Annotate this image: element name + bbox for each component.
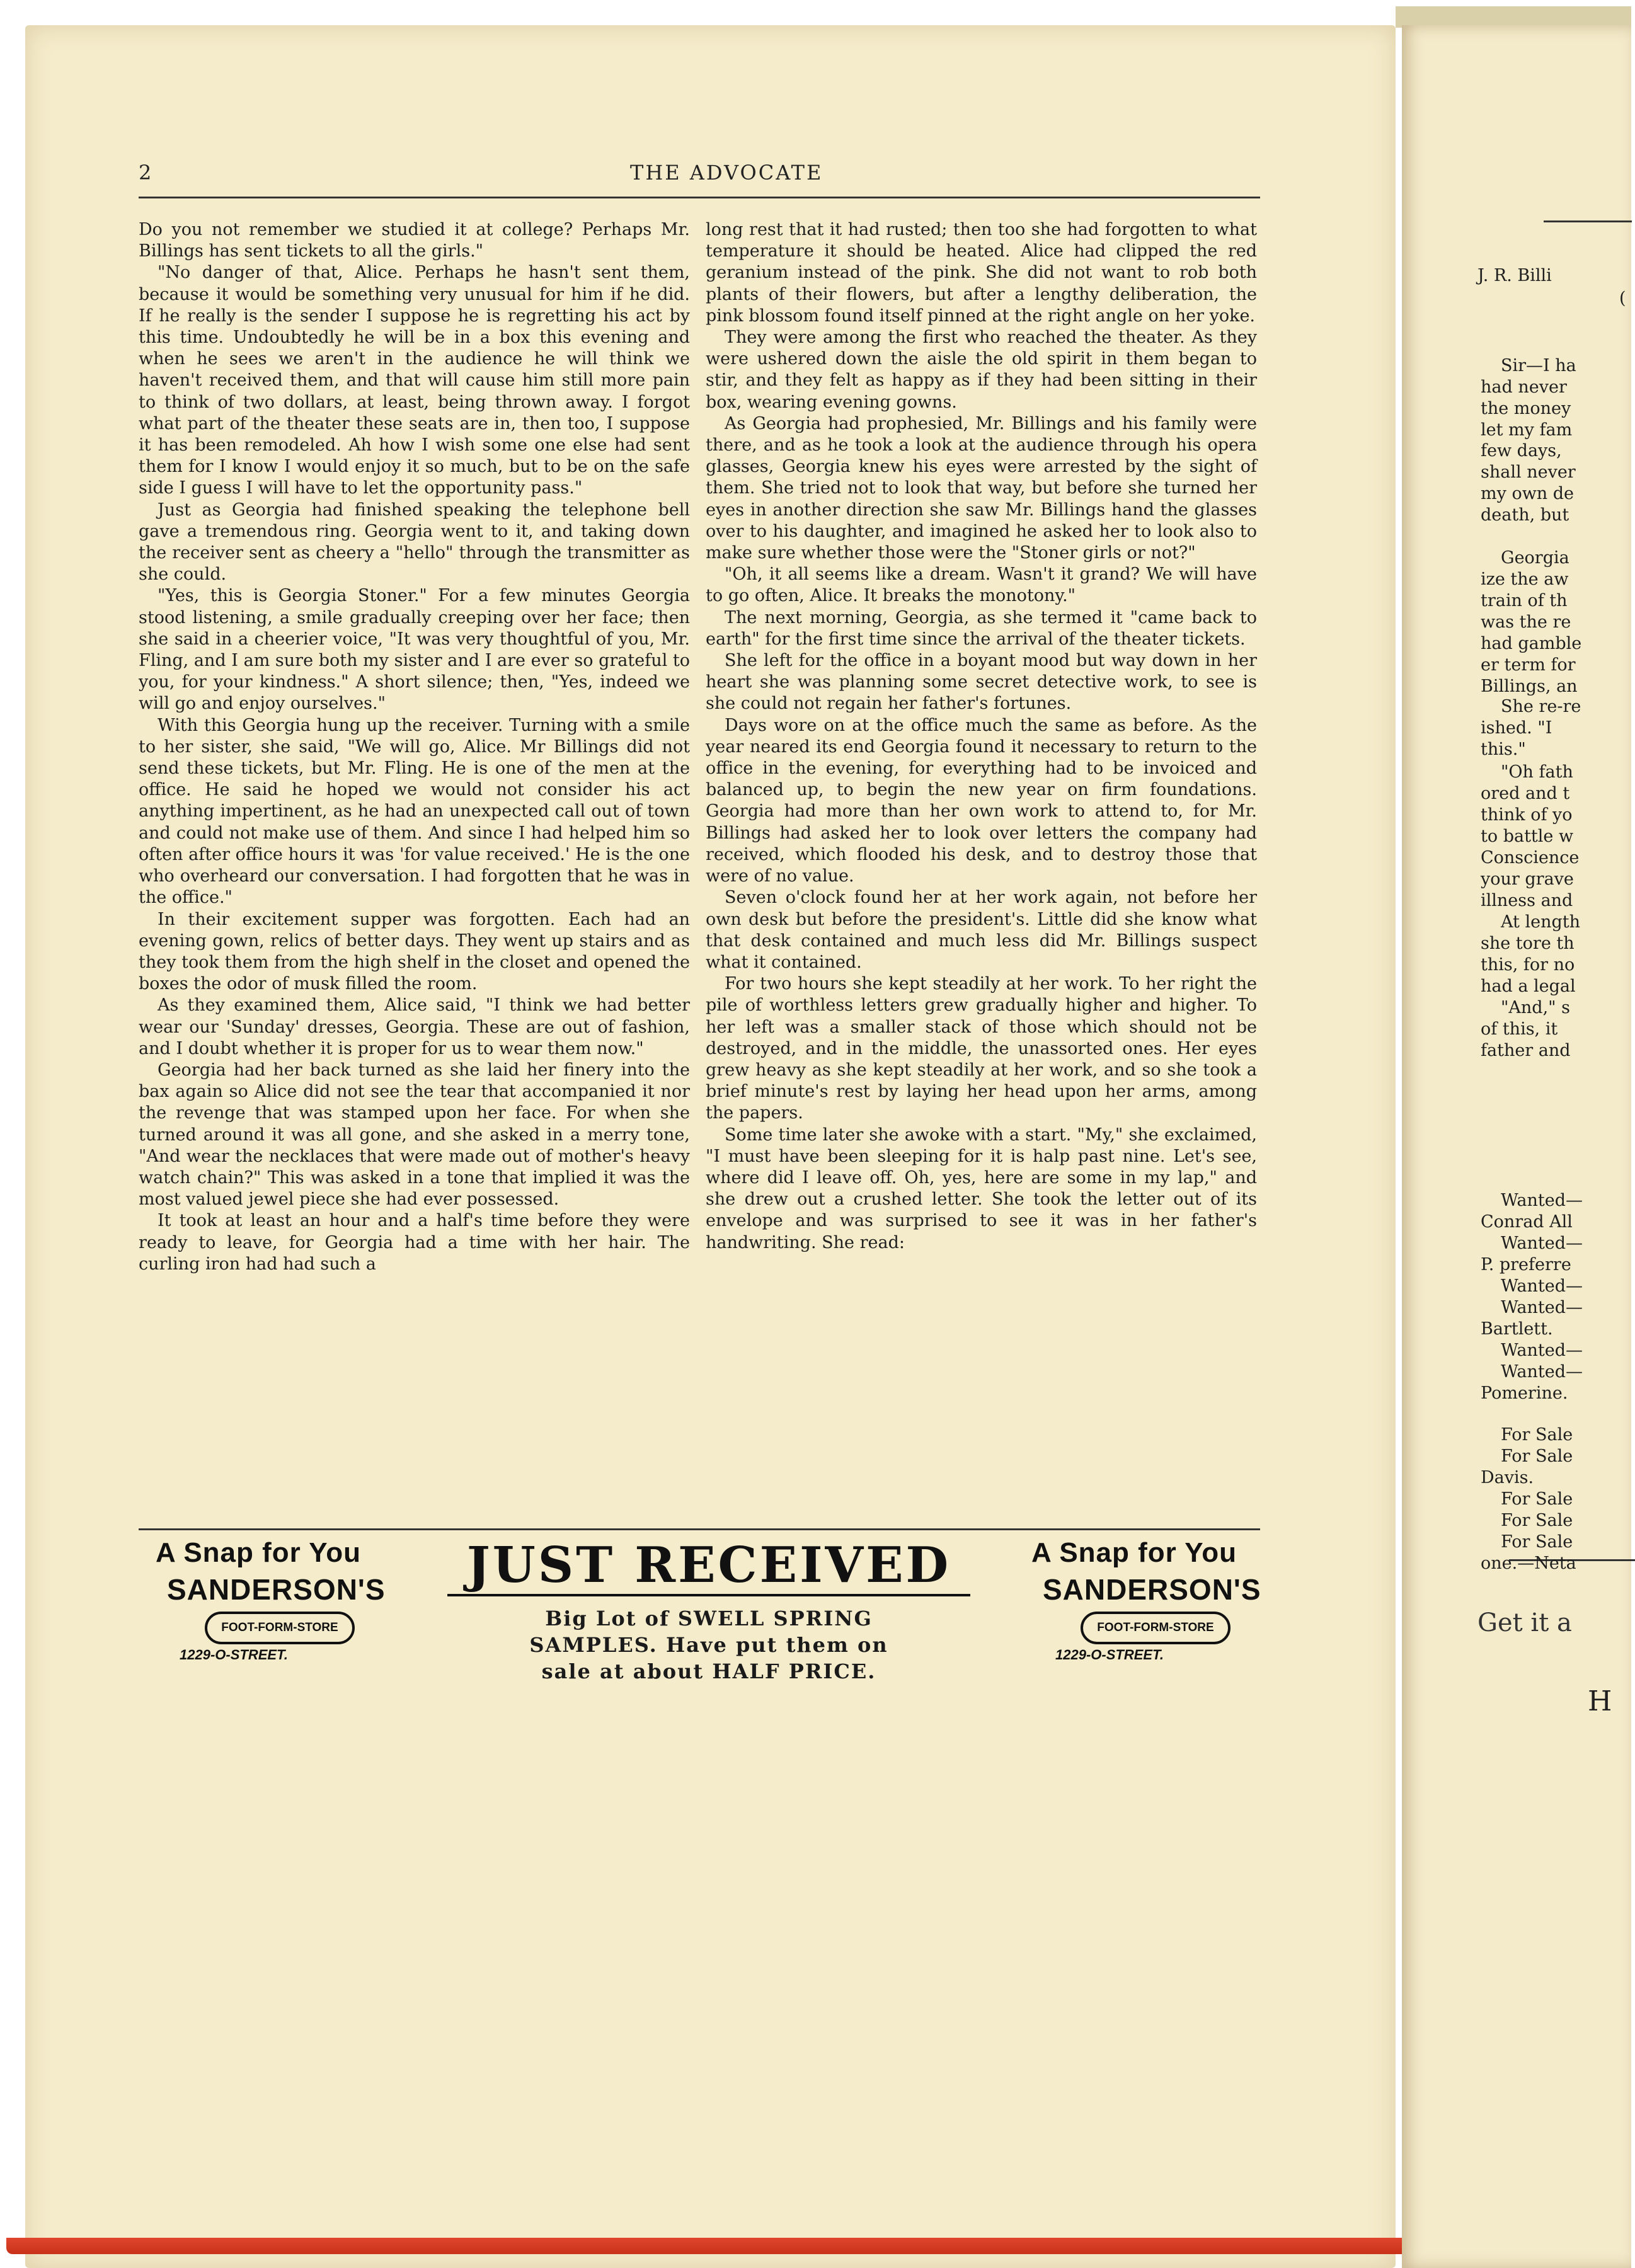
paragraph: Georgia had her back turned as she laid her finery into the bax again so Alice did not see the tear that accompanied it nor the revenge that was stamped upon her face. For when she turned around it was all gone, and she asked in a merry tone, "And wear the necklaces that were made out of mother's heavy watch chain?" This was asked in a tone that implied it was the most valued jewel piece she had ever possessed.: [139, 1060, 690, 1210]
store-address: 1229-O-STREET.: [1055, 1647, 1164, 1663]
next-page-line: of this, it: [1481, 1019, 1558, 1039]
store-logo: [1030, 1572, 1261, 1667]
store-logo: [154, 1572, 386, 1667]
ad-snap-right: [1014, 1537, 1261, 1667]
next-page-line: death, but: [1481, 505, 1569, 525]
store-address: 1229-O-STREET.: [180, 1647, 288, 1663]
next-page-line: Wanted—: [1501, 1276, 1583, 1296]
store-tag: FOOT-FORM-STORE: [221, 1621, 338, 1634]
next-page-line: shall never: [1481, 462, 1576, 482]
paragraph: Seven o'clock found her at her work again, not before her own desk but before the president's. Little did she know what that desk contained and much less did Mr. Billings suspect what it contained.: [706, 888, 1257, 972]
paragraph: In their excitement supper was forgotten. Each had an evening gown, relics of better days. They went up stairs and as they took them from the high shelf in the closet and opened the boxes the odor of musk filled the room.: [139, 909, 690, 994]
next-page-line: Wanted—: [1501, 1298, 1583, 1317]
next-page-line: train of th: [1481, 591, 1568, 610]
next-page-line: father and: [1481, 1041, 1571, 1060]
next-page-line: For Sale: [1501, 1532, 1573, 1552]
next-page-line: had a legal: [1481, 976, 1576, 996]
next-page-line: Wanted—: [1501, 1362, 1583, 1382]
next-page-line: For Sale: [1501, 1425, 1573, 1445]
next-page-line: to battle w: [1481, 827, 1574, 846]
next-page-line: "And," s: [1501, 998, 1571, 1017]
masthead: THE ADVOCATE: [630, 161, 823, 185]
next-page-line: ished. "I: [1481, 718, 1552, 738]
next-page-line: my own de: [1481, 484, 1575, 503]
page-red-edge: [6, 2238, 1411, 2254]
next-page-line: Conscience: [1481, 848, 1580, 868]
ad-divider-rule: [139, 1528, 1260, 1530]
next-page-line: At length: [1501, 912, 1580, 932]
next-page-line: Conrad All: [1481, 1212, 1573, 1232]
next-page-line: she tore th: [1481, 934, 1575, 953]
next-page-line: H: [1588, 1685, 1612, 1717]
next-page-line: For Sale: [1501, 1489, 1573, 1509]
next-page-line: ored and t: [1481, 784, 1570, 803]
ad-line: sale at about HALF PRICE.: [541, 1659, 876, 1683]
store-name: SANDERSON'S: [1043, 1573, 1261, 1606]
next-page-line: had gamble: [1481, 634, 1582, 653]
paragraph: Days wore on at the office much the same as before. As the year neared its end Georgia found it necessary to return to the office in the evening, for everything had to be invoiced and balanced up, to begin the new year on firm foundations. Georgia had more than her own work to attend to, for Mr. Billings had asked her to look over letters the company had received, which flooded his desk, and to destroy those that were of no value.: [706, 715, 1257, 886]
next-page-line: P. preferre: [1481, 1255, 1571, 1274]
paragraph: long rest that it had rusted; then too she had forgotten to what temperature it should be heated. Alice had clipped the red geranium instead of the pink. She did not want to rob both plants of their flowers, but after a lengthy deliberation, the pink blossom found itself pinned at the right angle on her yoke.: [706, 220, 1257, 326]
next-page-line: Sir—I ha: [1501, 356, 1576, 375]
next-page-line: Wanted—: [1501, 1341, 1583, 1360]
paragraph: For two hours she kept steadily at her work. To her right the pile of worthless letters grew gradually higher and higher. To her left was a smaller stack of those which should not be destroyed, and in the middle, the unassorted ones. Her eyes grew heavy as she kept steadily at her work, and so she took a brief minute's rest by laying her head upon her arms, among the papers.: [706, 974, 1257, 1123]
next-page-line: "Oh fath: [1501, 762, 1573, 782]
header-rule: [139, 197, 1260, 198]
next-page-line: J. R. Billi: [1477, 266, 1552, 285]
next-page-line: had never: [1481, 377, 1567, 397]
ad-title: A Snap for You: [1031, 1537, 1237, 1568]
paragraph: As they examined them, Alice said, "I think we had better wear our 'Sunday' dresses, Georgia. These are out of fashion, and I doubt whether it is proper for us to wear them now.": [139, 995, 690, 1058]
ad-line: Big Lot of SWELL SPRING: [545, 1606, 873, 1630]
next-page-line: this.": [1481, 740, 1526, 759]
next-page-line: Wanted—: [1501, 1234, 1583, 1253]
paragraph: Do you not remember we studied it at college? Perhaps Mr. Billings has sent tickets to all the girls.": [139, 220, 690, 261]
next-page-line: Georgia: [1501, 548, 1569, 568]
next-page-line: think of yo: [1481, 805, 1573, 825]
next-page-line: Bartlett.: [1481, 1319, 1553, 1339]
paragraph: "Oh, it all seems like a dream. Wasn't it grand? We will have to go often, Alice. It breaks the monotony.": [706, 564, 1257, 606]
ad-just-received: [435, 1537, 983, 1685]
ad-rule: [447, 1594, 970, 1596]
ad-headline: JUST RECEIVED: [466, 1537, 951, 1594]
next-page-line: Davis.: [1481, 1468, 1534, 1487]
paragraph: "No danger of that, Alice. Perhaps he hasn't sent them, because it would be something very unusual for him if he did. If he really is the sender I suppose he is regretting his act by this time. Undoubtedly he will be in a box this evening and when he sees we aren't in the audience he will think we haven't received them, and that will cause him still more pain to think of two dollars, at least, being thrown away. I forgot what part of the theater these seats are in, then too, I suppose it has been remodeled. Ah how I wish some one else had sent them for I know I would enjoy it so much, but to be on the safe side I guess I will have to let the opportunity pass.": [139, 263, 690, 498]
paragraph: They were among the first who reached the theater. As they were ushered down the aisle the old spirit in them began to stir, and they felt as happy as if they had been sitting in their box, wearing evening gowns.: [706, 328, 1257, 412]
next-page-line: the money: [1481, 399, 1571, 418]
paragraph: "Yes, this is Georgia Stoner." For a few minutes Georgia stood listening, a smile gradually creeping over her face; then she said in a cheerier voice, "It was very thoughtful of you, Mr. Fling, and I am sure both my sister and I are ever so grateful to you, for your kindness." A short silence; then, "Yes, indeed we will go and enjoy ourselves.": [139, 586, 690, 714]
store-tag: FOOT-FORM-STORE: [1097, 1621, 1214, 1634]
paragraph: Just as Georgia had finished speaking the telephone bell gave a tremendous ring. Georgia went to it, and taking down the receiver sent as cheery a "hello" through the transmitter as she could.: [139, 500, 690, 585]
article-column-left: [139, 219, 690, 1275]
logo-oval: [205, 1612, 355, 1644]
page-number: 2: [139, 161, 152, 185]
next-page-line: (: [1619, 289, 1626, 308]
next-page-line: one.—Neta: [1481, 1554, 1576, 1573]
next-page-line: let my fam: [1481, 420, 1573, 440]
paragraph: The next morning, Georgia, as she termed it "came back to earth" for the first time since the arrival of the theater tickets.: [706, 607, 1257, 649]
next-page-line: er term for: [1481, 655, 1576, 675]
paragraph: With this Georgia hung up the receiver. Turning with a smile to her sister, she said, "We will go, Alice. Mr Billings did not send these tickets, but Mr. Fling. He is one of the men at the office. He said he hoped we would not consider his act anything impertinent, as he had an unexpected call out of town and could not make use of them. And since I had helped him so often after office hours it was 'for value received.' He is the one who overheard our conversation. I had forgotten that he was in the office.": [139, 715, 690, 908]
article-column-right: [706, 219, 1257, 1254]
next-page-line: Get it a: [1477, 1608, 1572, 1637]
next-page-line: Pomerine.: [1481, 1383, 1568, 1403]
next-page-line: Wanted—: [1501, 1191, 1583, 1210]
ad-snap-left: [139, 1537, 386, 1667]
paragraph: Some time later she awoke with a start. "My," she exclaimed, "I must have been sleeping for it is halp past nine. Let's see, where did I leave off. Oh, yes, here are some in my lap," and she drew out a crushed letter. She took the letter out of its envelope and was surprised to see it was in her father's handwriting. She read:: [706, 1125, 1257, 1252]
next-page-text: [1477, 0, 1631, 2098]
paragraph: She left for the office in a boyant mood but way down in her heart she was planning some secret detective work, to see is she could not regain her father's fortunes.: [706, 651, 1257, 714]
next-page-line: this, for no: [1481, 955, 1575, 975]
next-page-line: few days,: [1481, 441, 1562, 461]
next-page-line: was the re: [1481, 612, 1571, 632]
next-page-line: illness and: [1481, 891, 1573, 910]
next-page-line: Billings, an: [1481, 677, 1578, 696]
logo-oval: [1081, 1612, 1231, 1644]
ad-body: [435, 1605, 983, 1685]
next-page-line: For Sale: [1501, 1511, 1573, 1530]
next-page-line: For Sale: [1501, 1446, 1573, 1466]
next-page-line: She re-re: [1501, 697, 1581, 716]
ad-line: SAMPLES. Have put them on: [529, 1633, 888, 1657]
ad-title: A Snap for You: [155, 1537, 362, 1568]
next-page-line: ize the aw: [1481, 570, 1569, 589]
next-page-line: your grave: [1481, 869, 1574, 889]
store-name: SANDERSON'S: [167, 1573, 386, 1606]
paragraph: As Georgia had prophesied, Mr. Billings and his family were there, and as he took a look at the audience through his opera glasses, Georgia knew his eyes were arrested by the sight of them. She tried not to look that way, but before she turned her eyes in another direction she saw Mr. Billings hand the glasses over to his daughter, and imagined he asked her to look also to make sure whether those were the "Stoner girls or not?": [706, 413, 1257, 563]
paragraph: It took at least an hour and a half's time before they were ready to leave, for Georgia had a time with her hair. The curling iron had had such a: [139, 1211, 690, 1274]
